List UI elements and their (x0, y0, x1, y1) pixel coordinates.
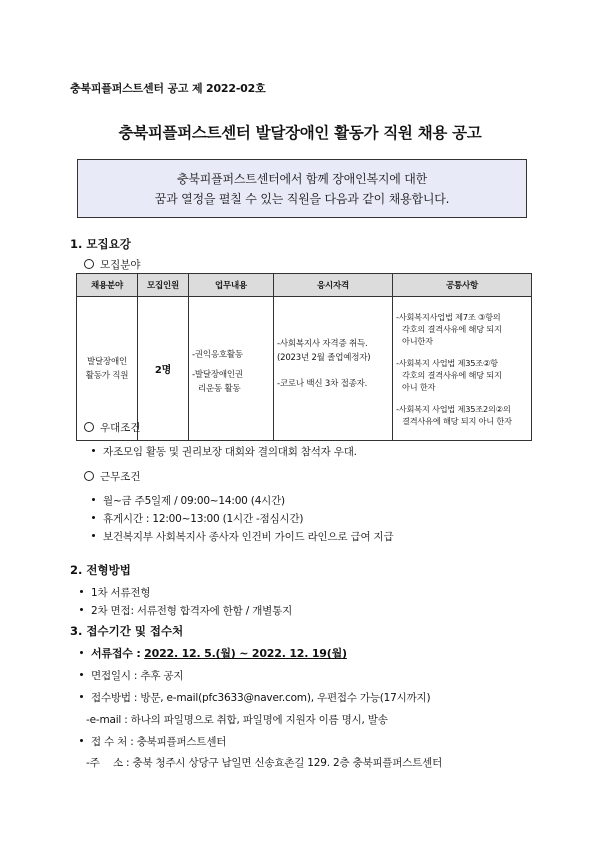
common-item (396, 357, 528, 393)
field-line: 활동가 직원 (85, 370, 129, 381)
method-text: 접수방법 : 방문, e-mail(pfc3633@naver.com), 우편접수 가능(17시까지) (91, 692, 431, 704)
table-header: 공통사항 (393, 274, 532, 297)
preference-label: 우대조건 (100, 422, 141, 434)
doc-period: 2022. 12. 5.(월) ~ 2022. 12. 19(월) (144, 647, 347, 660)
common-line: -사회복지 사업법 제35조2의②의 (396, 403, 511, 414)
common-item (396, 403, 528, 427)
doc-label: 서류접수 : (91, 647, 145, 660)
list-item (92, 444, 357, 459)
list-item (92, 493, 285, 508)
bullet-icon (80, 695, 83, 698)
list-item (92, 511, 303, 526)
common-line: 각호의 결격사유에 해당 되지 (402, 323, 502, 334)
bullet-icon (80, 651, 83, 654)
duty-line: 리운동 활동 (198, 383, 241, 394)
duty-line: -발달장애인권 (192, 369, 243, 380)
list-item (80, 668, 183, 683)
screening-text: 2차 면접: 서류전형 합격자에 한함 / 개별통지 (91, 605, 293, 617)
field-label: 모집분야 (100, 259, 141, 271)
circle-bullet-icon (84, 422, 94, 432)
screening-text: 1차 서류전형 (91, 587, 151, 599)
bullet-icon (80, 673, 83, 676)
email-note: -e-mail : 하나의 파일명으로 취합, 파일명에 지원자 이름 명시, 발송 (86, 714, 388, 726)
bullet-icon (80, 590, 83, 593)
work-text: 월~금 주5일제 / 09:00~14:00 (4시간) (103, 495, 285, 507)
table-header: 업무내용 (189, 274, 274, 297)
list-item (92, 529, 393, 544)
qualification-line: (2023년 2월 졸업예정자) (277, 352, 371, 363)
bullet-icon (92, 516, 95, 519)
preference-subheading (84, 420, 141, 435)
table-row (77, 297, 532, 441)
list-item (80, 690, 430, 705)
table-header: 채용분야 (77, 274, 138, 297)
place-text: 접 수 처 : 충북피플퍼스트센터 (91, 736, 227, 748)
duty-line: -권익옹호활동 (192, 349, 243, 360)
qualification-line: -코로나 백신 3차 접종자. (277, 378, 368, 389)
interview-text: 면접일시 : 추후 공지 (91, 670, 184, 682)
work-label: 근무조건 (100, 471, 141, 483)
bullet-icon (80, 739, 83, 742)
page-title: 충북피플퍼스트센터 발달장애인 활동가 직원 채용 공고 (118, 124, 482, 142)
field-line: 발달장애인 (86, 356, 128, 367)
section3-heading: 3. 접수기간 및 접수처 (70, 624, 184, 638)
table-header: 모집인원 (138, 274, 189, 297)
list-item (80, 734, 226, 749)
bullet-icon (80, 608, 83, 611)
cell-field (77, 297, 138, 441)
intro-box (77, 159, 527, 218)
cell-duties (189, 297, 274, 441)
bullet-icon (92, 534, 95, 537)
common-line: 각호의 결격사유에 해당 되지 (402, 369, 502, 380)
common-line: 아니한자 (402, 335, 433, 346)
cell-common (393, 297, 532, 441)
list-item (80, 645, 347, 661)
notice-number: 충북피플퍼스트센터 공고 제 2022-02호 (70, 82, 266, 95)
circle-bullet-icon (84, 259, 94, 269)
common-line: -사회복지 사업법 제35조②항 (396, 357, 498, 368)
section2-heading: 2. 전형방법 (70, 563, 131, 577)
common-item (396, 311, 528, 347)
qualification-line: -사회복지사 자격증 취득. (277, 338, 368, 349)
circle-bullet-icon (84, 471, 94, 481)
bullet-icon (92, 449, 95, 452)
field-subheading (84, 257, 141, 272)
work-subheading (84, 469, 141, 484)
common-line: 결격사유에 해당 되지 아니 한자 (402, 415, 512, 426)
table-header-row (77, 274, 532, 297)
table-header: 응시자격 (274, 274, 393, 297)
work-text: 보건복지부 사회복지사 종사자 인건비 가이드 라인으로 급여 지급 (103, 531, 394, 543)
list-item (80, 603, 292, 618)
cell-qualifications (274, 297, 393, 441)
cell-count: 2명 (138, 297, 189, 441)
bullet-icon (92, 498, 95, 501)
section1-heading: 1. 모집요강 (70, 237, 131, 251)
recruit-table (76, 273, 532, 441)
preference-text: 자조모임 활동 및 권리보장 대회와 결의대회 참석자 우대. (103, 446, 357, 458)
work-text: 휴게시간 : 12:00~13:00 (1시간 -점심시간) (103, 513, 304, 525)
list-item (80, 585, 150, 600)
intro-line-2: 꿈과 열정을 펼칠 수 있는 직원을 다음과 같이 채용합니다. (154, 192, 450, 206)
common-line: 아니 한자 (402, 381, 436, 392)
intro-line-1: 충북피플퍼스트센터에서 함께 장애인복지에 대한 (176, 172, 428, 186)
address-text: -주 소 : 충북 청주시 상당구 남일면 신송효촌길 129. 2층 충북피플퍼스트센터 (86, 757, 443, 769)
common-line: -사회복지사업법 제7조 ③항의 (396, 311, 501, 322)
